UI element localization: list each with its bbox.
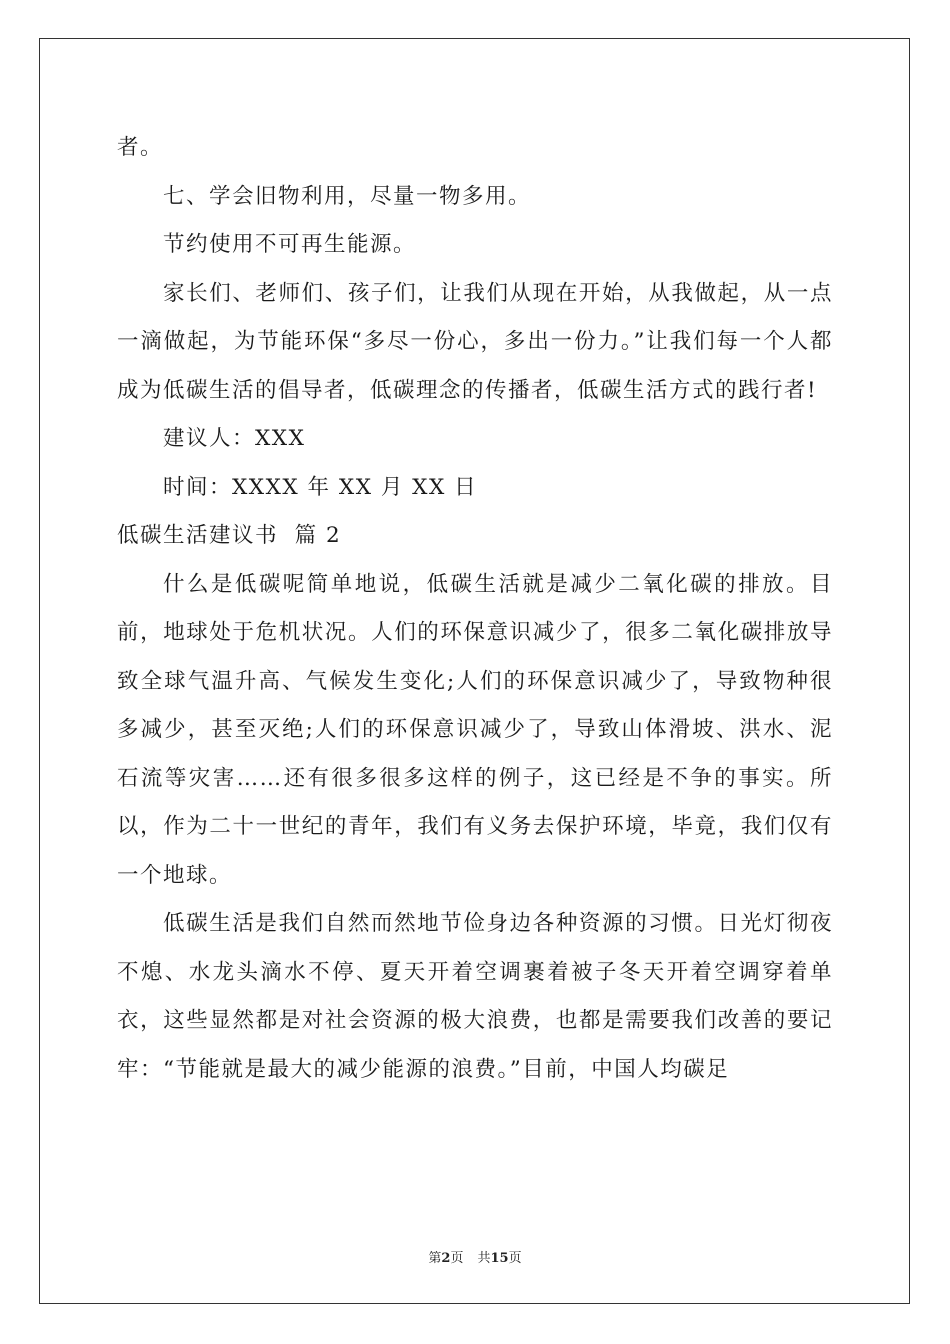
paragraph: 低碳生活是我们自然而然地节俭身边各种资源的习惯。日光灯彻夜不熄、水龙头滴水不停、夏天开着空调裹着被子冬天开着空调穿着单衣，这些显然都是对社会资源的极大浪费，也都是需要我们改善的要记牢：“节能就是最大的减少能源的浪费。”目前，中国人均碳足	[117, 911, 833, 1082]
paragraph: 家长们、老师们、孩子们，让我们从现在开始，从我做起，从一点一滴做起，为节能环保“多尽一份心，多出一份力。”让我们每一个人都成为低碳生活的倡导者，低碳理念的传播者，低碳生活方式的践行者!	[117, 280, 833, 403]
total-prefix: 共	[477, 1251, 491, 1266]
date-line: 时间：XXXX 年 XX 月 XX 日	[163, 474, 478, 500]
paragraph: 者。	[117, 135, 164, 160]
paragraph: 七、学会旧物利用，尽量一物多用。	[163, 183, 532, 209]
current-page-number: 2	[441, 1251, 451, 1266]
total-suffix: 页	[508, 1251, 522, 1266]
page-mid: 页	[450, 1251, 464, 1266]
proposer-line: 建议人：XXX	[163, 426, 306, 451]
page-footer	[0, 1247, 950, 1266]
page-prefix: 第	[428, 1251, 442, 1266]
paragraph: 什么是低碳呢简单地说，低碳生活就是减少二氧化碳的排放。目前，地球处于危机状况。人们的环保意识减少了，很多二氧化碳排放导致全球气温升高、气候发生变化;人们的环保意识减少了，导致物种很多减少，甚至灭绝;人们的环保意识减少了，导致山体滑坡、洪水、泥石流等灾害……还有很多很多这样的例子，这已经是不争的事实。所以，作为二十一世纪的青年，我们有义务去保护环境，毕竟，我们仅有一个地球。	[117, 571, 833, 888]
section-heading: 低碳生活建议书 篇 2	[117, 523, 342, 548]
total-pages-number: 15	[490, 1251, 509, 1266]
document-body	[117, 124, 833, 1094]
paragraph: 节约使用不可再生能源。	[163, 232, 417, 257]
